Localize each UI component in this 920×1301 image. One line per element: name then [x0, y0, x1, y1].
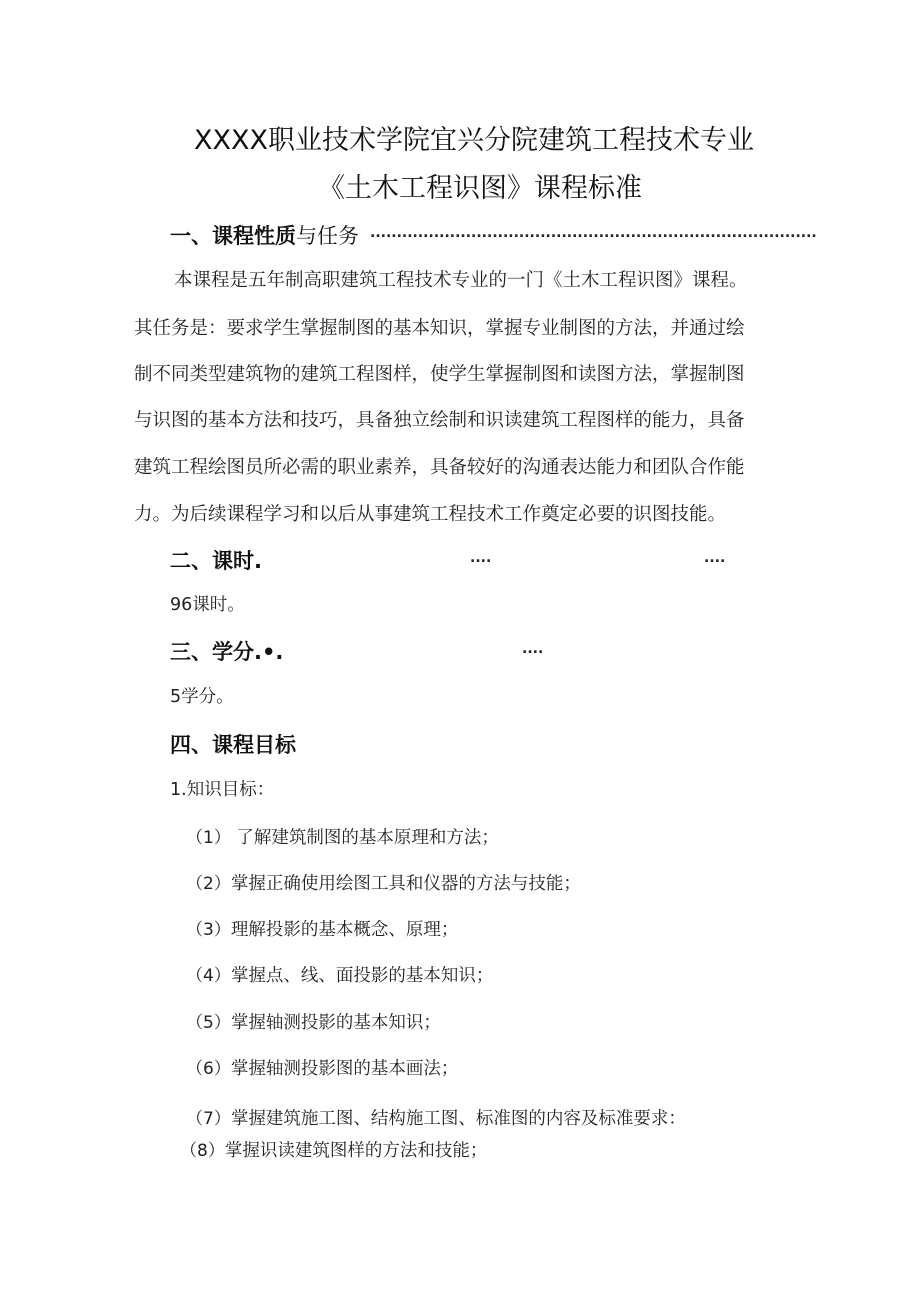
- section-3-heading: 三、学分.•.: [170, 640, 284, 664]
- goal-item-text: 了解建筑制图的基本原理和方法；: [230, 828, 499, 848]
- goal-item-4: [186, 961, 493, 987]
- goal-item-number: （2）: [186, 874, 231, 894]
- paragraph-line-4: 与识图的基本方法和技巧，具备独立绘制和识读建筑工程图样的能力，具备: [134, 410, 745, 431]
- goal-item-number: （6）: [186, 1059, 231, 1079]
- goal-item-text: 掌握正确使用绘图工具和仪器的方法与技能；: [230, 874, 581, 894]
- section-3-content: 5学分。: [170, 687, 234, 707]
- paragraph-line-2: 其任务是：要求学生掌握制图的基本知识，掌握专业制图的方法，并通过绘: [134, 318, 745, 339]
- goal-item-text: 掌握轴测投影图的基本画法；: [230, 1059, 459, 1079]
- goal-item-8: [180, 1136, 487, 1162]
- goal-item-number: （8）: [180, 1141, 225, 1161]
- section-1-heading-bold: 一、课程性质: [170, 224, 296, 248]
- goal-item-number: （1）: [186, 828, 231, 848]
- goal-item-1: [186, 823, 499, 849]
- goal-item-7: [186, 1104, 686, 1130]
- goal-item-3: [186, 915, 458, 941]
- section-2-dots-a: ....: [470, 550, 492, 566]
- goal-item-5: [186, 1008, 441, 1034]
- goal-item-text: 掌握点、线、面投影的基本知识；: [230, 966, 494, 986]
- knowledge-goals-subheading: 1.知识目标：: [170, 780, 275, 800]
- goal-item-text: 理解投影的基本概念、原理；: [230, 920, 459, 940]
- goal-item-text: 掌握建筑施工图、结构施工图、标准图的内容及标准要求：: [230, 1109, 686, 1129]
- goal-item-text: 掌握轴测投影的基本知识；: [230, 1013, 441, 1033]
- paragraph-line-3: 制不同类型建筑物的建筑工程图样，使学生掌握制图和读图方法，掌握制图: [134, 364, 745, 385]
- section-4-heading: 四、课程目标: [170, 733, 296, 757]
- paragraph-line-5: 建筑工程绘图员所必需的职业素养，具备较好的沟通表达能力和团队合作能: [134, 457, 745, 478]
- goal-item-6: [186, 1054, 458, 1080]
- section-2-dots-b: ....: [704, 550, 726, 566]
- section-3-dots: ....: [522, 641, 544, 657]
- goal-item-number: （7）: [186, 1109, 231, 1129]
- document-title-line-1: XXXX职业技术学院宜兴分院建筑工程技术专业: [194, 125, 754, 156]
- paragraph-line-1: 本课程是五年制高职建筑工程技术专业的一门《土木工程识图》课程。: [174, 270, 748, 291]
- goal-item-number: （4）: [186, 966, 231, 986]
- section-1-leader-dots: ....................................................................................: [370, 225, 817, 241]
- section-1-heading-rest: 与任务: [296, 224, 359, 248]
- goal-item-number: （5）: [186, 1013, 231, 1033]
- section-2-heading: 二、课时.: [170, 549, 262, 573]
- paragraph-line-6: 力。为后续课程学习和以后从事建筑工程技术工作奠定必要的识图技能。: [134, 504, 727, 525]
- goal-item-2: [186, 869, 581, 895]
- section-2-content: 96课时。: [170, 595, 245, 615]
- section-1-heading: [170, 220, 359, 250]
- goal-item-text: 掌握识读建筑图样的方法和技能；: [224, 1141, 488, 1161]
- goal-item-number: （3）: [186, 920, 231, 940]
- document-title-line-2: 《土木工程识图》课程标准: [318, 173, 642, 204]
